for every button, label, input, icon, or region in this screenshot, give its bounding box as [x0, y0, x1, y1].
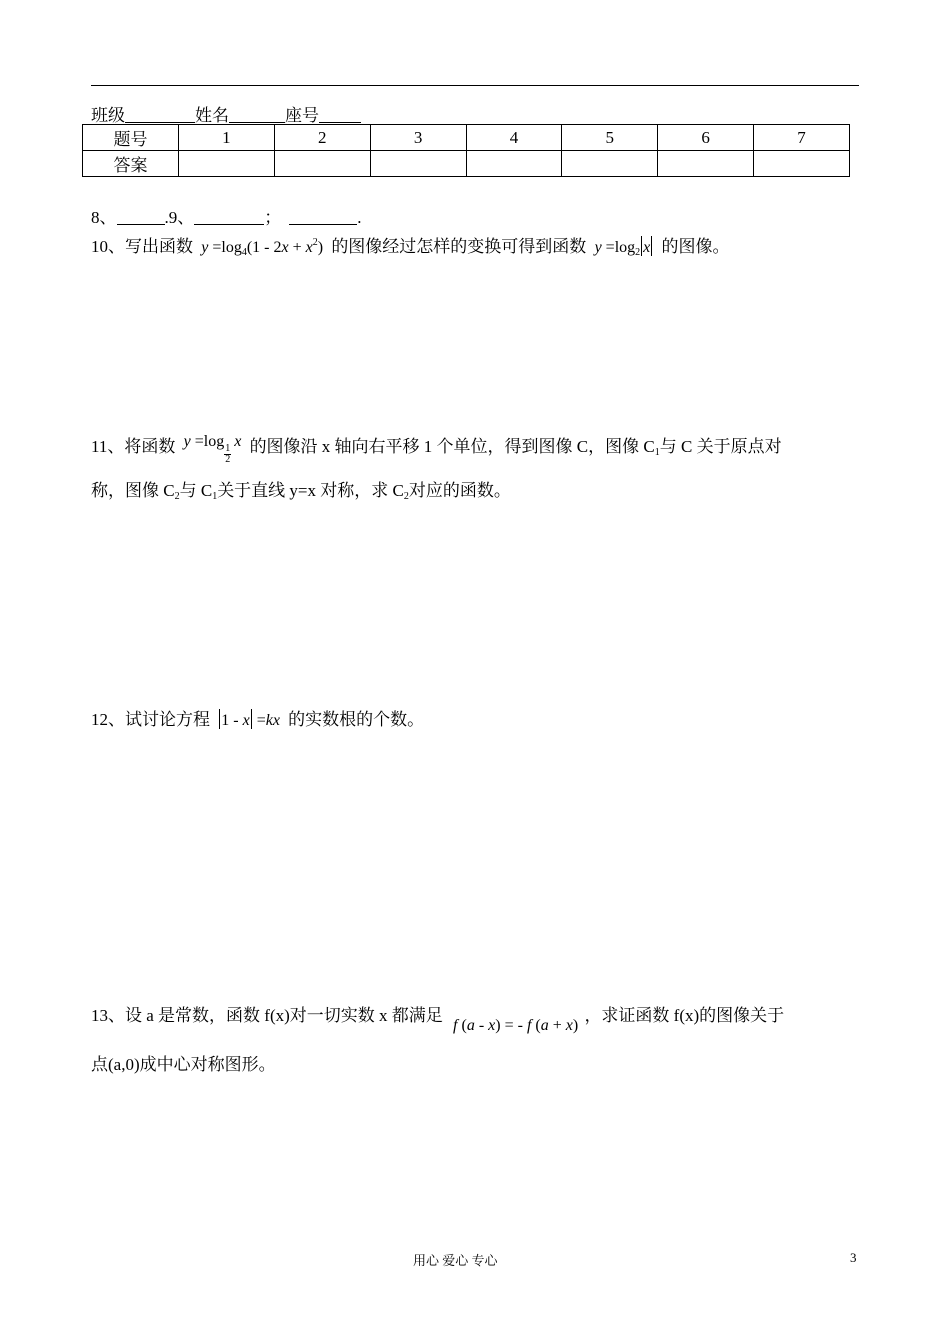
answer-table [82, 124, 850, 177]
question-12 [91, 705, 424, 730]
row-label-answer: 答案 [83, 151, 179, 177]
answer-cell[interactable] [370, 151, 466, 177]
header-rule [91, 85, 859, 86]
student-info-line [91, 101, 361, 126]
class-blank[interactable] [125, 106, 195, 123]
question-number-cell: 2 [274, 125, 370, 151]
q9-number: .9、 [164, 208, 195, 227]
q11-formula: y =log $\frac{1}{2}$ x [183, 433, 242, 465]
question-number-cell: 7 [754, 125, 850, 151]
footer-motto: 用心 爱心 专心 [413, 1253, 498, 1268]
question-number-cell: 1 [179, 125, 275, 151]
question-8-9 [91, 203, 362, 228]
q12-suffix: 的实数根的个数。 [288, 710, 425, 729]
question-13-line-1 [91, 1001, 785, 1034]
answer-cell[interactable] [274, 151, 370, 177]
question-11-line-1: 11、将函数 y =log $\frac{1}{2}$ x 的图像沿 x 轴向右平移 1 个单位，得到图像 C，图像 $C_1$与 C 关于原点对 [91, 433, 782, 465]
question-number-cell: 6 [658, 125, 754, 151]
q10-formula-2: $y =\log_2$ x [595, 239, 654, 256]
answer-cell[interactable] [179, 151, 275, 177]
q13-equation: f (a - x) = - f (a + x) [453, 1017, 579, 1034]
answer-cell[interactable] [754, 151, 850, 177]
q9-blank-2[interactable] [289, 208, 357, 225]
name-label: 姓名 [195, 106, 229, 125]
q8-blank[interactable] [117, 208, 165, 225]
seat-blank[interactable] [319, 106, 361, 123]
q10-prefix: 10、写出函数 [91, 237, 193, 256]
question-number-row [83, 125, 850, 151]
class-label: 班级 [91, 106, 125, 125]
q10-formula-1: $y =\log_4(1 - 2x + x^2)$ [201, 237, 324, 258]
q13-line1-suffix: ，求证函数 f(x)的图像关于 [584, 1006, 785, 1025]
q10-middle: 的图像经过怎样的变换可得到函数 [331, 237, 587, 256]
q12-equation: 1 - x =kx [218, 712, 280, 729]
q13-prefix: 13、设 a 是常数，函数 f(x)对一切实数 x 都满足 [91, 1006, 443, 1025]
question-number-cell: 5 [562, 125, 658, 151]
q10-suffix: 的图像。 [661, 237, 730, 256]
question-number-cell: 3 [370, 125, 466, 151]
answer-cell[interactable] [562, 151, 658, 177]
seat-label: 座号 [285, 106, 319, 125]
question-number-cell: 4 [466, 125, 562, 151]
answer-row [83, 151, 850, 177]
question-10 [91, 232, 730, 258]
q12-prefix: 12、试讨论方程 [91, 710, 210, 729]
q9-blank-1[interactable] [194, 208, 264, 225]
question-13-line-2: 点(a,0)成中心对称图形。 [91, 1055, 276, 1074]
q8-number: 8、 [91, 208, 117, 227]
q9-end: . [357, 208, 362, 227]
answer-cell[interactable] [466, 151, 562, 177]
q11-prefix: 11、将函数 [91, 437, 176, 456]
row-label-question: 题号 [83, 125, 179, 151]
name-blank[interactable] [229, 106, 285, 123]
q9-separator: ； [264, 208, 282, 227]
question-11-line-2: 称，图像 $C_2$与 $C_1$关于直线 y=x 对称，求 $C_2$对应的函数。 [91, 481, 511, 502]
answer-cell[interactable] [658, 151, 754, 177]
page-number: 3 [850, 1250, 857, 1265]
